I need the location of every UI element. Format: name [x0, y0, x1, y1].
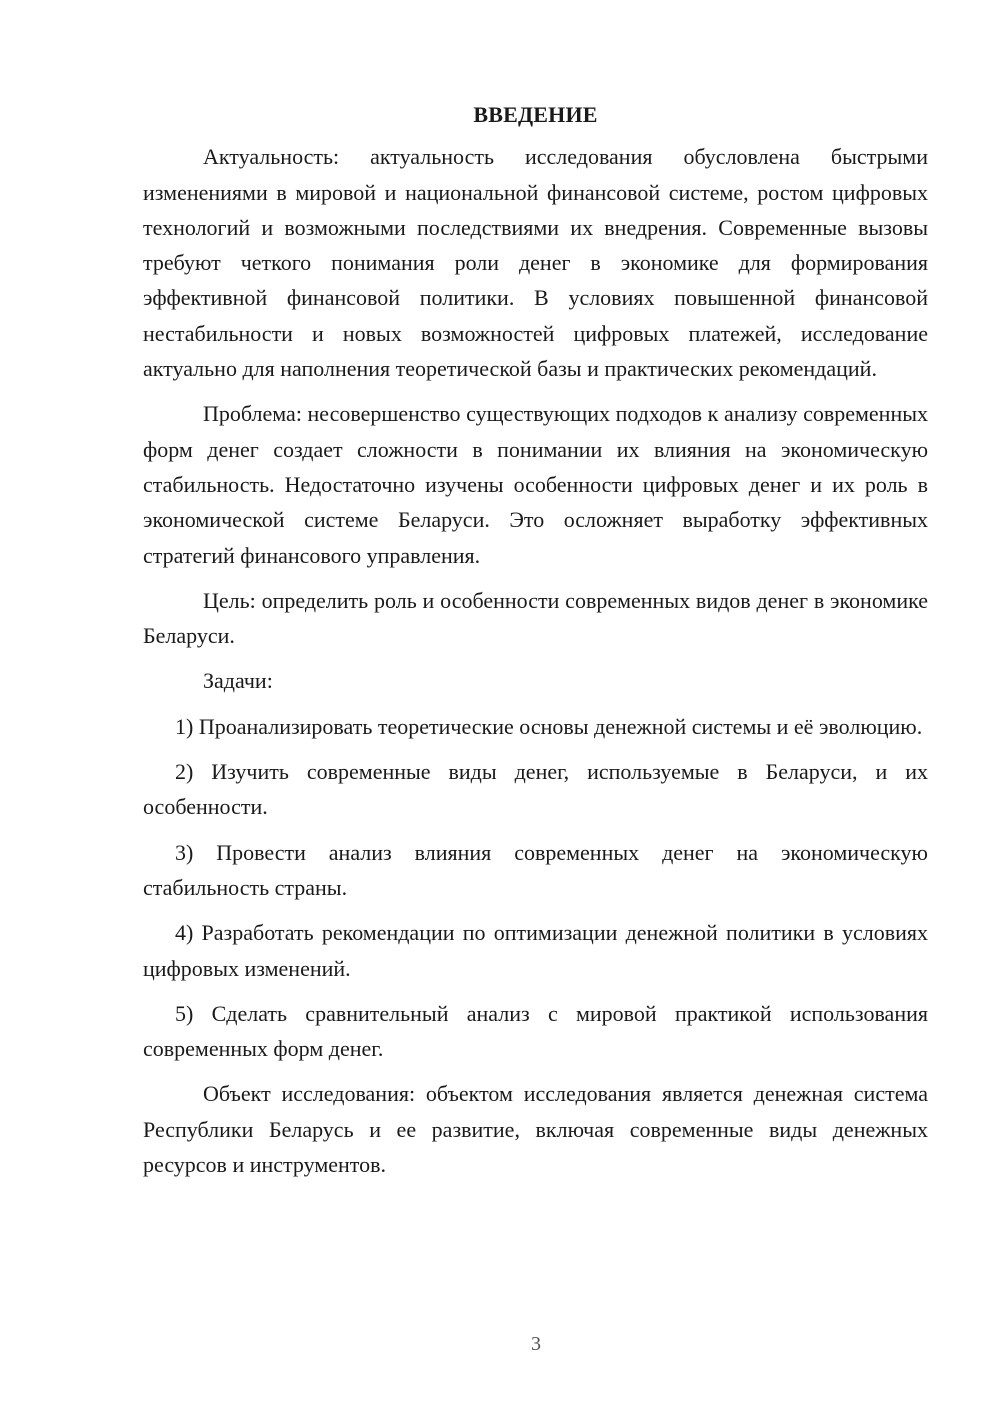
- page-content: [143, 97, 928, 1182]
- section-title: ВВЕДЕНИЕ: [473, 102, 598, 127]
- paragraph-object: Объект исследования: объектом исследования является денежная система Республики Беларусь и ее развитие, включая современные виды денежных ресурсов и инструментов.: [143, 1081, 928, 1178]
- task-item-5: 5) Сделать сравнительный анализ с мировой практикой использования современных форм денег.: [143, 1000, 928, 1062]
- page-number: 3: [531, 1333, 541, 1355]
- tasks-heading: Задачи:: [203, 668, 273, 694]
- paragraph-relevance: Актуальность: актуальность исследования обусловлена быстрыми изменениями в мировой и национальной финансовой системе, ростом цифровых технологий и возможными последствиями их внедрения. Современные вызовы требуют четкого понимания роли денег в экономике для формирования эффективной финансовой политики. В условиях повышенной финансовой нестабильности и новых возможностей цифровых платежей, исследование актуально для наполнения теоретической базы и практических рекомендаций.: [143, 144, 928, 382]
- task-item-3: 3) Провести анализ влияния современных денег на экономическую стабильность страны.: [143, 839, 928, 900]
- paragraph-problem: Проблема: несовершенство существующих подходов к анализу современных форм денег создает сложности в понимании их влияния на экономическую стабильность. Недостаточно изучены особенности цифровых денег и их роль в экономической системе Беларуси. Это осложняет выработку эффективных стратегий финансового управления.: [143, 401, 928, 568]
- task-item-4: 4) Разработать рекомендации по оптимизации денежной политики в условиях цифровых изменений.: [143, 920, 928, 981]
- paragraph-goal: Цель: определить роль и особенности современных видов денег в экономике Беларуси.: [143, 587, 928, 649]
- task-item-2: 2) Изучить современные виды денег, используемые в Беларуси, и их особенности.: [143, 759, 928, 820]
- task-item-1: 1) Проанализировать теоретические основы денежной системы и её эволюцию.: [175, 713, 923, 739]
